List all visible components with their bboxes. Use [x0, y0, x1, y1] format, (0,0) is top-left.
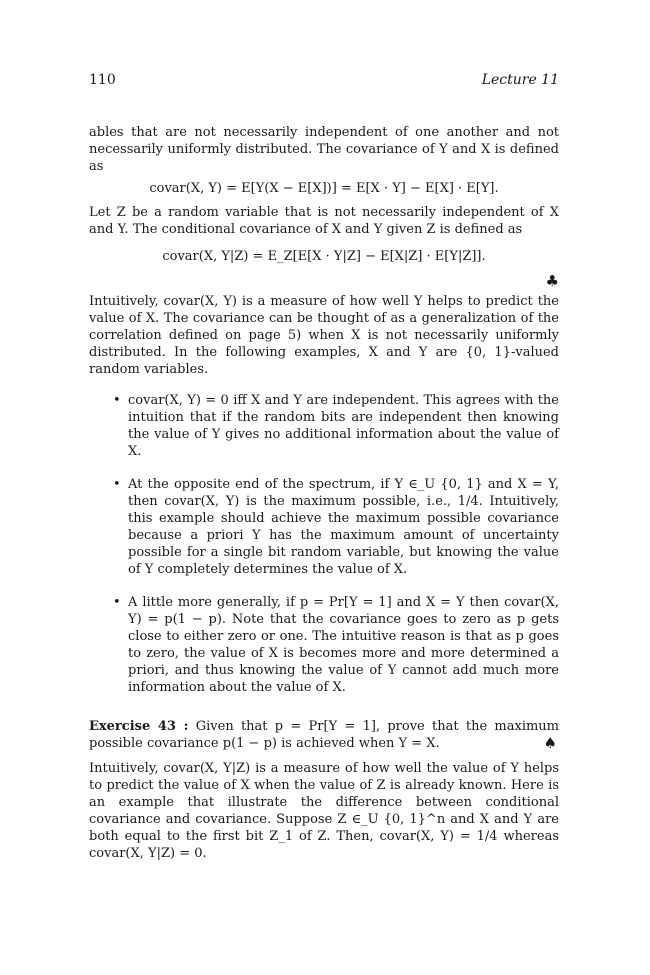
- bullet-icon: •: [113, 595, 121, 610]
- list-item-text: A little more generally, if p = Pr[Y = 1] and X = Y then covar(X, Y) = p(1 − p). Note that the covariance goes to zero as p gets close to either zero or one. The intuitive reason is that as p goes to zero, the value of X is becomes more and more determined a priori, and thus knowing the value of Y cannot add much more information about the value of X.: [128, 595, 559, 695]
- running-head: Lecture 11: [481, 72, 559, 88]
- paragraph-4: Intuitively, covar(X, Y|Z) is a measure of how well the value of Y helps to predict the value of X when the value of Z is already known. Here is an example that illustrate the difference between conditional covariance and covariance. Suppose Z ∈_U {0, 1}^n and X and Y are both equal to the first bit Z_1 of Z. Then, covar(X, Y) = 1/4 whereas covar(X, Y|Z) = 0.: [89, 761, 559, 861]
- page-number: 110: [89, 72, 116, 88]
- list-item: [89, 392, 559, 460]
- spade-icon: ♠: [543, 734, 557, 752]
- list-item-text: covar(X, Y) = 0 iff X and Y are independent. This agrees with the intuition that if the random bits are independent then knowing the value of Y gives no additional information about the value of X.: [128, 393, 559, 459]
- list-item: [89, 594, 559, 696]
- club-icon: ♣: [545, 272, 559, 290]
- bullet-icon: •: [113, 393, 121, 408]
- exercise-body: Given that p = Pr[Y = 1], prove that the maximum possible covariance p(1 − p) is achieved when Y = X.: [89, 719, 560, 751]
- paragraph-1: ables that are not necessarily independent of one another and not necessarily uniformly distributed. The covariance of Y and X is defined as: [89, 125, 559, 174]
- bullet-icon: •: [113, 477, 121, 492]
- exercise-text: [89, 718, 559, 752]
- page-header: [89, 72, 559, 92]
- list-item: [89, 476, 559, 578]
- page-body: [89, 124, 559, 862]
- list-item-text: At the opposite end of the spectrum, if Y ∈_U {0, 1} and X = Y, then covar(X, Y) is the maximum possible, i.e., 1/4. Intuitively, this example should achieve the maximum possible covariance because a priori Y has the maximum amount of uncertainty possible for a single bit random variable, but knowing the value of Y completely determines the value of X.: [128, 477, 559, 577]
- equation-covariance: covar(X, Y) = E[Y(X − E[X])] = E[X · Y] − E[X] · E[Y].: [149, 181, 499, 196]
- paragraph-2: Let Z be a random variable that is not necessarily independent of X and Y. The conditional covariance of X and Y given Z is defined as: [89, 205, 559, 237]
- paragraph-3: Intuitively, covar(X, Y) is a measure of how well Y helps to predict the value of X. The covariance can be thought of as a generalization of the correlation defined on page 5) when X is not necessarily uniformly distributed. In the following examples, X and Y are {0, 1}-valued random variables.: [89, 294, 559, 377]
- exercise-block: [89, 718, 559, 752]
- end-of-definition-row: [89, 271, 559, 293]
- exercise-title: Exercise 43 :: [89, 719, 189, 734]
- example-list: [89, 392, 559, 696]
- equation-conditional-covariance: covar(X, Y|Z) = E_Z[E[X · Y|Z] − E[X|Z] · E[Y|Z]].: [162, 249, 486, 264]
